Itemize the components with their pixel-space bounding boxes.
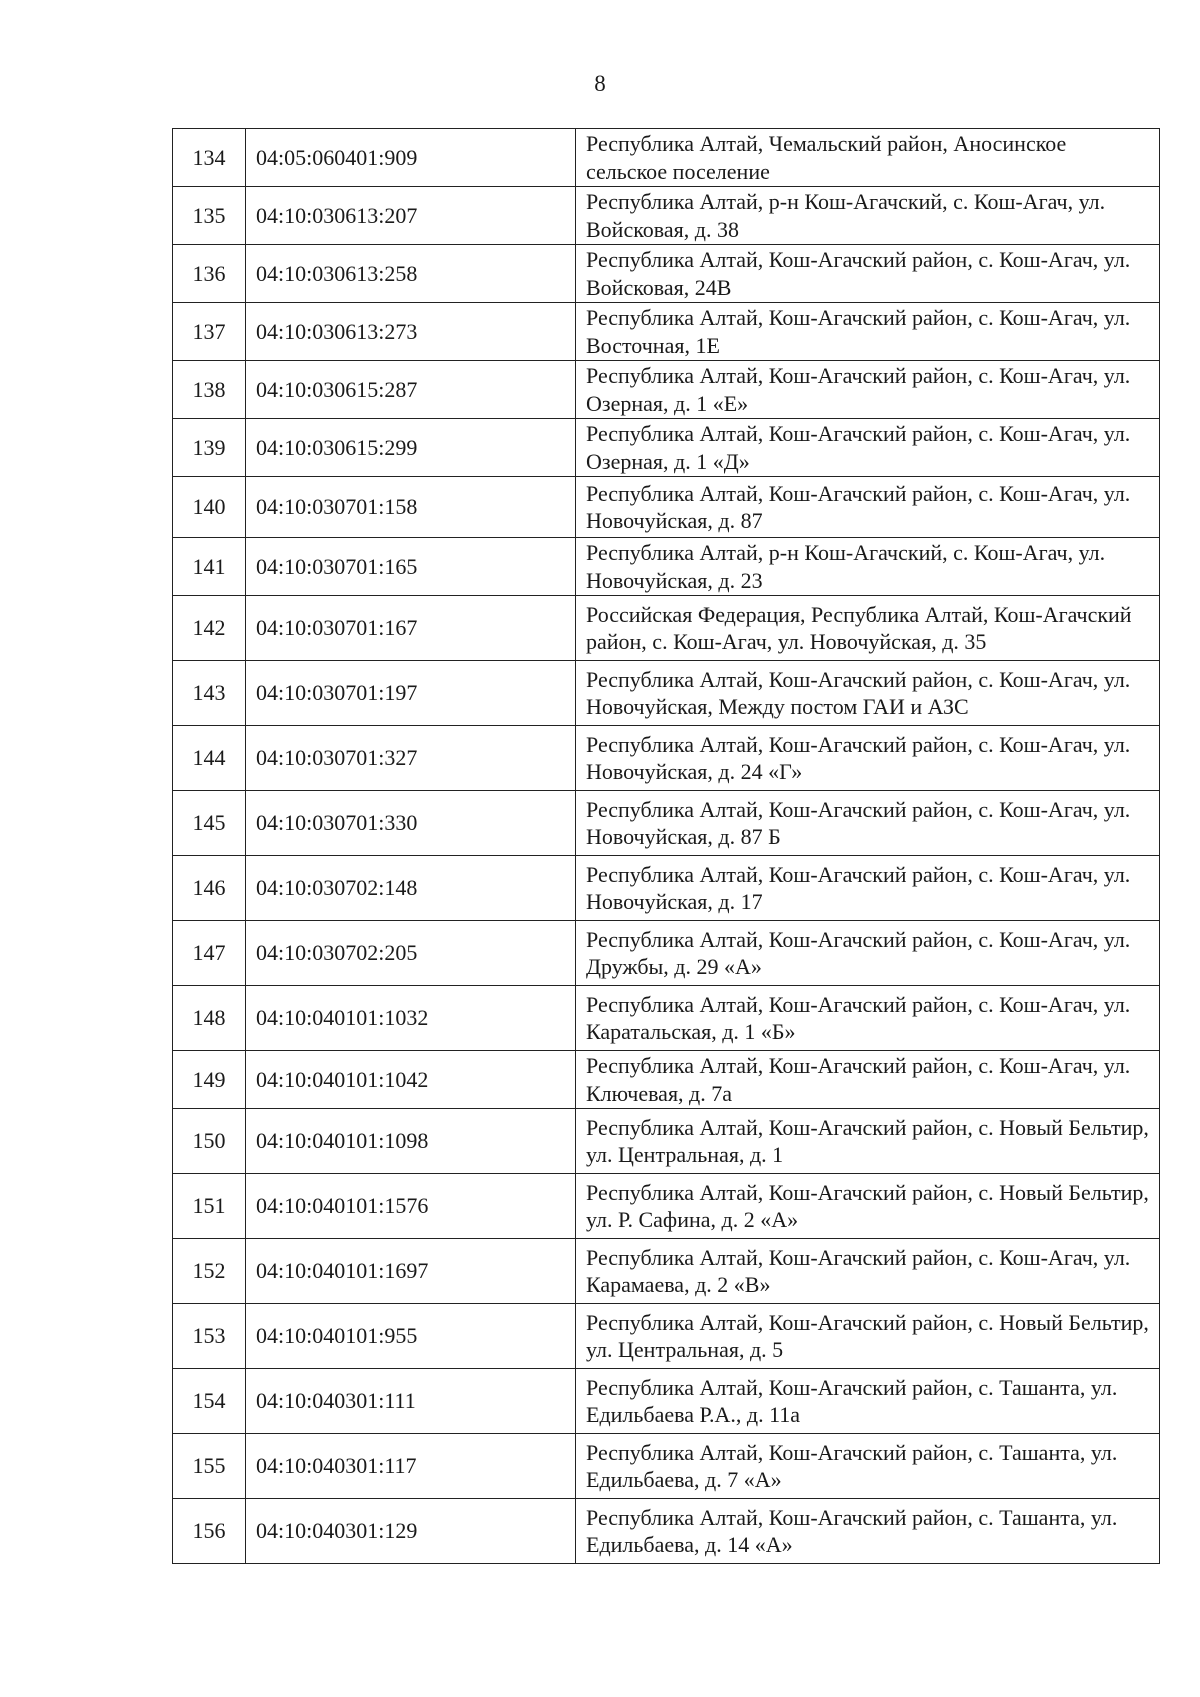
table-row [173,856,1160,921]
row-number: 152 [173,1239,246,1304]
row-number: 156 [173,1499,246,1564]
cadastral-number: 04:10:040101:1032 [246,986,576,1051]
row-number: 137 [173,303,246,361]
table-row [173,1304,1160,1369]
row-number: 139 [173,419,246,477]
table-row [173,1239,1160,1304]
table-row [173,129,1160,187]
address-cell: Республика Алтай, Кош-Агачский район, с. Ташанта, ул. Едильбаева, д. 14 «А» [576,1499,1160,1564]
address-cell: Республика Алтай, Кош-Агачский район, с. Кош-Агач, ул. Дружбы, д. 29 «А» [576,921,1160,986]
row-number: 134 [173,129,246,187]
address-cell: Республика Алтай, Кош-Агачский район, с. Кош-Агач, ул. Каратальская, д. 1 «Б» [576,986,1160,1051]
table-row [173,596,1160,661]
cadastral-number: 04:10:040101:1576 [246,1174,576,1239]
table-row [173,921,1160,986]
address-cell: Республика Алтай, Кош-Агачский район, с. Новый Бельтир, ул. Центральная, д. 5 [576,1304,1160,1369]
row-number: 144 [173,726,246,791]
table-row [173,187,1160,245]
address-cell: Республика Алтай, Кош-Агачский район, с. Кош-Агач, ул. Войсковая, 24В [576,245,1160,303]
cadastral-number: 04:10:030701:165 [246,538,576,596]
table-row [173,791,1160,856]
table-row [173,538,1160,596]
address-cell: Российская Федерация, Республика Алтай, Кош-Агачский район, с. Кош-Агач, ул. Новочуйская, д. 35 [576,596,1160,661]
cadastral-number: 04:10:040101:1098 [246,1109,576,1174]
row-number: 146 [173,856,246,921]
row-number: 140 [173,477,246,538]
cadastral-number: 04:10:030702:205 [246,921,576,986]
row-number: 143 [173,661,246,726]
cadastral-number: 04:10:030701:158 [246,477,576,538]
cadastral-number: 04:10:040101:1042 [246,1051,576,1109]
table-row [173,1051,1160,1109]
address-cell: Республика Алтай, Кош-Агачский район, с. Кош-Агач, ул. Новочуйская, д. 87 Б [576,791,1160,856]
address-cell: Республика Алтай, Кош-Агачский район, с. Кош-Агач, ул. Новочуйская, д. 87 [576,477,1160,538]
table-row [173,726,1160,791]
table-row [173,419,1160,477]
table-row [173,986,1160,1051]
table-row [173,245,1160,303]
cadastral-number: 04:10:030615:287 [246,361,576,419]
row-number: 151 [173,1174,246,1239]
address-cell: Республика Алтай, Кош-Агачский район, с. Кош-Агач, ул. Озерная, д. 1 «Д» [576,419,1160,477]
cadastral-number: 04:10:030702:148 [246,856,576,921]
row-number: 153 [173,1304,246,1369]
address-cell: Республика Алтай, Кош-Агачский район, с. Ташанта, ул. Едильбаева Р.А., д. 11а [576,1369,1160,1434]
registry-table-body [173,129,1160,1564]
cadastral-number: 04:10:030701:167 [246,596,576,661]
row-number: 141 [173,538,246,596]
address-cell: Республика Алтай, Кош-Агачский район, с. Кош-Агач, ул. Новочуйская, д. 24 «Г» [576,726,1160,791]
address-cell: Республика Алтай, Кош-Агачский район, с. Кош-Агач, ул. Озерная, д. 1 «Е» [576,361,1160,419]
table-row [173,1369,1160,1434]
cadastral-number: 04:10:040301:129 [246,1499,576,1564]
address-cell: Республика Алтай, Кош-Агачский район, с. Кош-Агач, ул. Ключевая, д. 7а [576,1051,1160,1109]
address-cell: Республика Алтай, Кош-Агачский район, с. Кош-Агач, ул. Восточная, 1Е [576,303,1160,361]
cadastral-number: 04:10:040301:117 [246,1434,576,1499]
cadastral-number: 04:10:030613:273 [246,303,576,361]
cadastral-number: 04:10:030701:197 [246,661,576,726]
page-number: 8 [594,71,606,96]
address-cell: Республика Алтай, Чемальский район, Аносинское сельское поселение [576,129,1160,187]
row-number: 150 [173,1109,246,1174]
table-row [173,477,1160,538]
cadastral-number: 04:10:030701:327 [246,726,576,791]
row-number: 147 [173,921,246,986]
row-number: 155 [173,1434,246,1499]
cadastral-number: 04:10:040101:955 [246,1304,576,1369]
cadastral-number: 04:10:030701:330 [246,791,576,856]
row-number: 138 [173,361,246,419]
address-cell: Республика Алтай, Кош-Агачский район, с. Ташанта, ул. Едильбаева, д. 7 «А» [576,1434,1160,1499]
row-number: 148 [173,986,246,1051]
cadastral-number: 04:05:060401:909 [246,129,576,187]
cadastral-number: 04:10:030615:299 [246,419,576,477]
registry-table [172,128,1160,1564]
row-number: 154 [173,1369,246,1434]
cadastral-number: 04:10:040101:1697 [246,1239,576,1304]
row-number: 149 [173,1051,246,1109]
table-row [173,1174,1160,1239]
address-cell: Республика Алтай, Кош-Агачский район, с. Кош-Агач, ул. Новочуйская, Между постом ГАИ и АЗС [576,661,1160,726]
address-cell: Республика Алтай, Кош-Агачский район, с. Новый Бельтир, ул. Р. Сафина, д. 2 «А» [576,1174,1160,1239]
address-cell: Республика Алтай, Кош-Агачский район, с. Новый Бельтир, ул. Центральная, д. 1 [576,1109,1160,1174]
table-row [173,1434,1160,1499]
cadastral-number: 04:10:030613:258 [246,245,576,303]
address-cell: Республика Алтай, р-н Кош-Агачский, с. Кош-Агач, ул. Новочуйская, д. 23 [576,538,1160,596]
row-number: 136 [173,245,246,303]
address-cell: Республика Алтай, Кош-Агачский район, с. Кош-Агач, ул. Карамаева, д. 2 «В» [576,1239,1160,1304]
table-row [173,303,1160,361]
address-cell: Республика Алтай, р-н Кош-Агачский, с. Кош-Агач, ул. Войсковая, д. 38 [576,187,1160,245]
row-number: 142 [173,596,246,661]
table-row [173,661,1160,726]
table-row [173,361,1160,419]
cadastral-number: 04:10:030613:207 [246,187,576,245]
address-cell: Республика Алтай, Кош-Агачский район, с. Кош-Агач, ул. Новочуйская, д. 17 [576,856,1160,921]
row-number: 135 [173,187,246,245]
row-number: 145 [173,791,246,856]
cadastral-number: 04:10:040301:111 [246,1369,576,1434]
table-row [173,1109,1160,1174]
table-row [173,1499,1160,1564]
